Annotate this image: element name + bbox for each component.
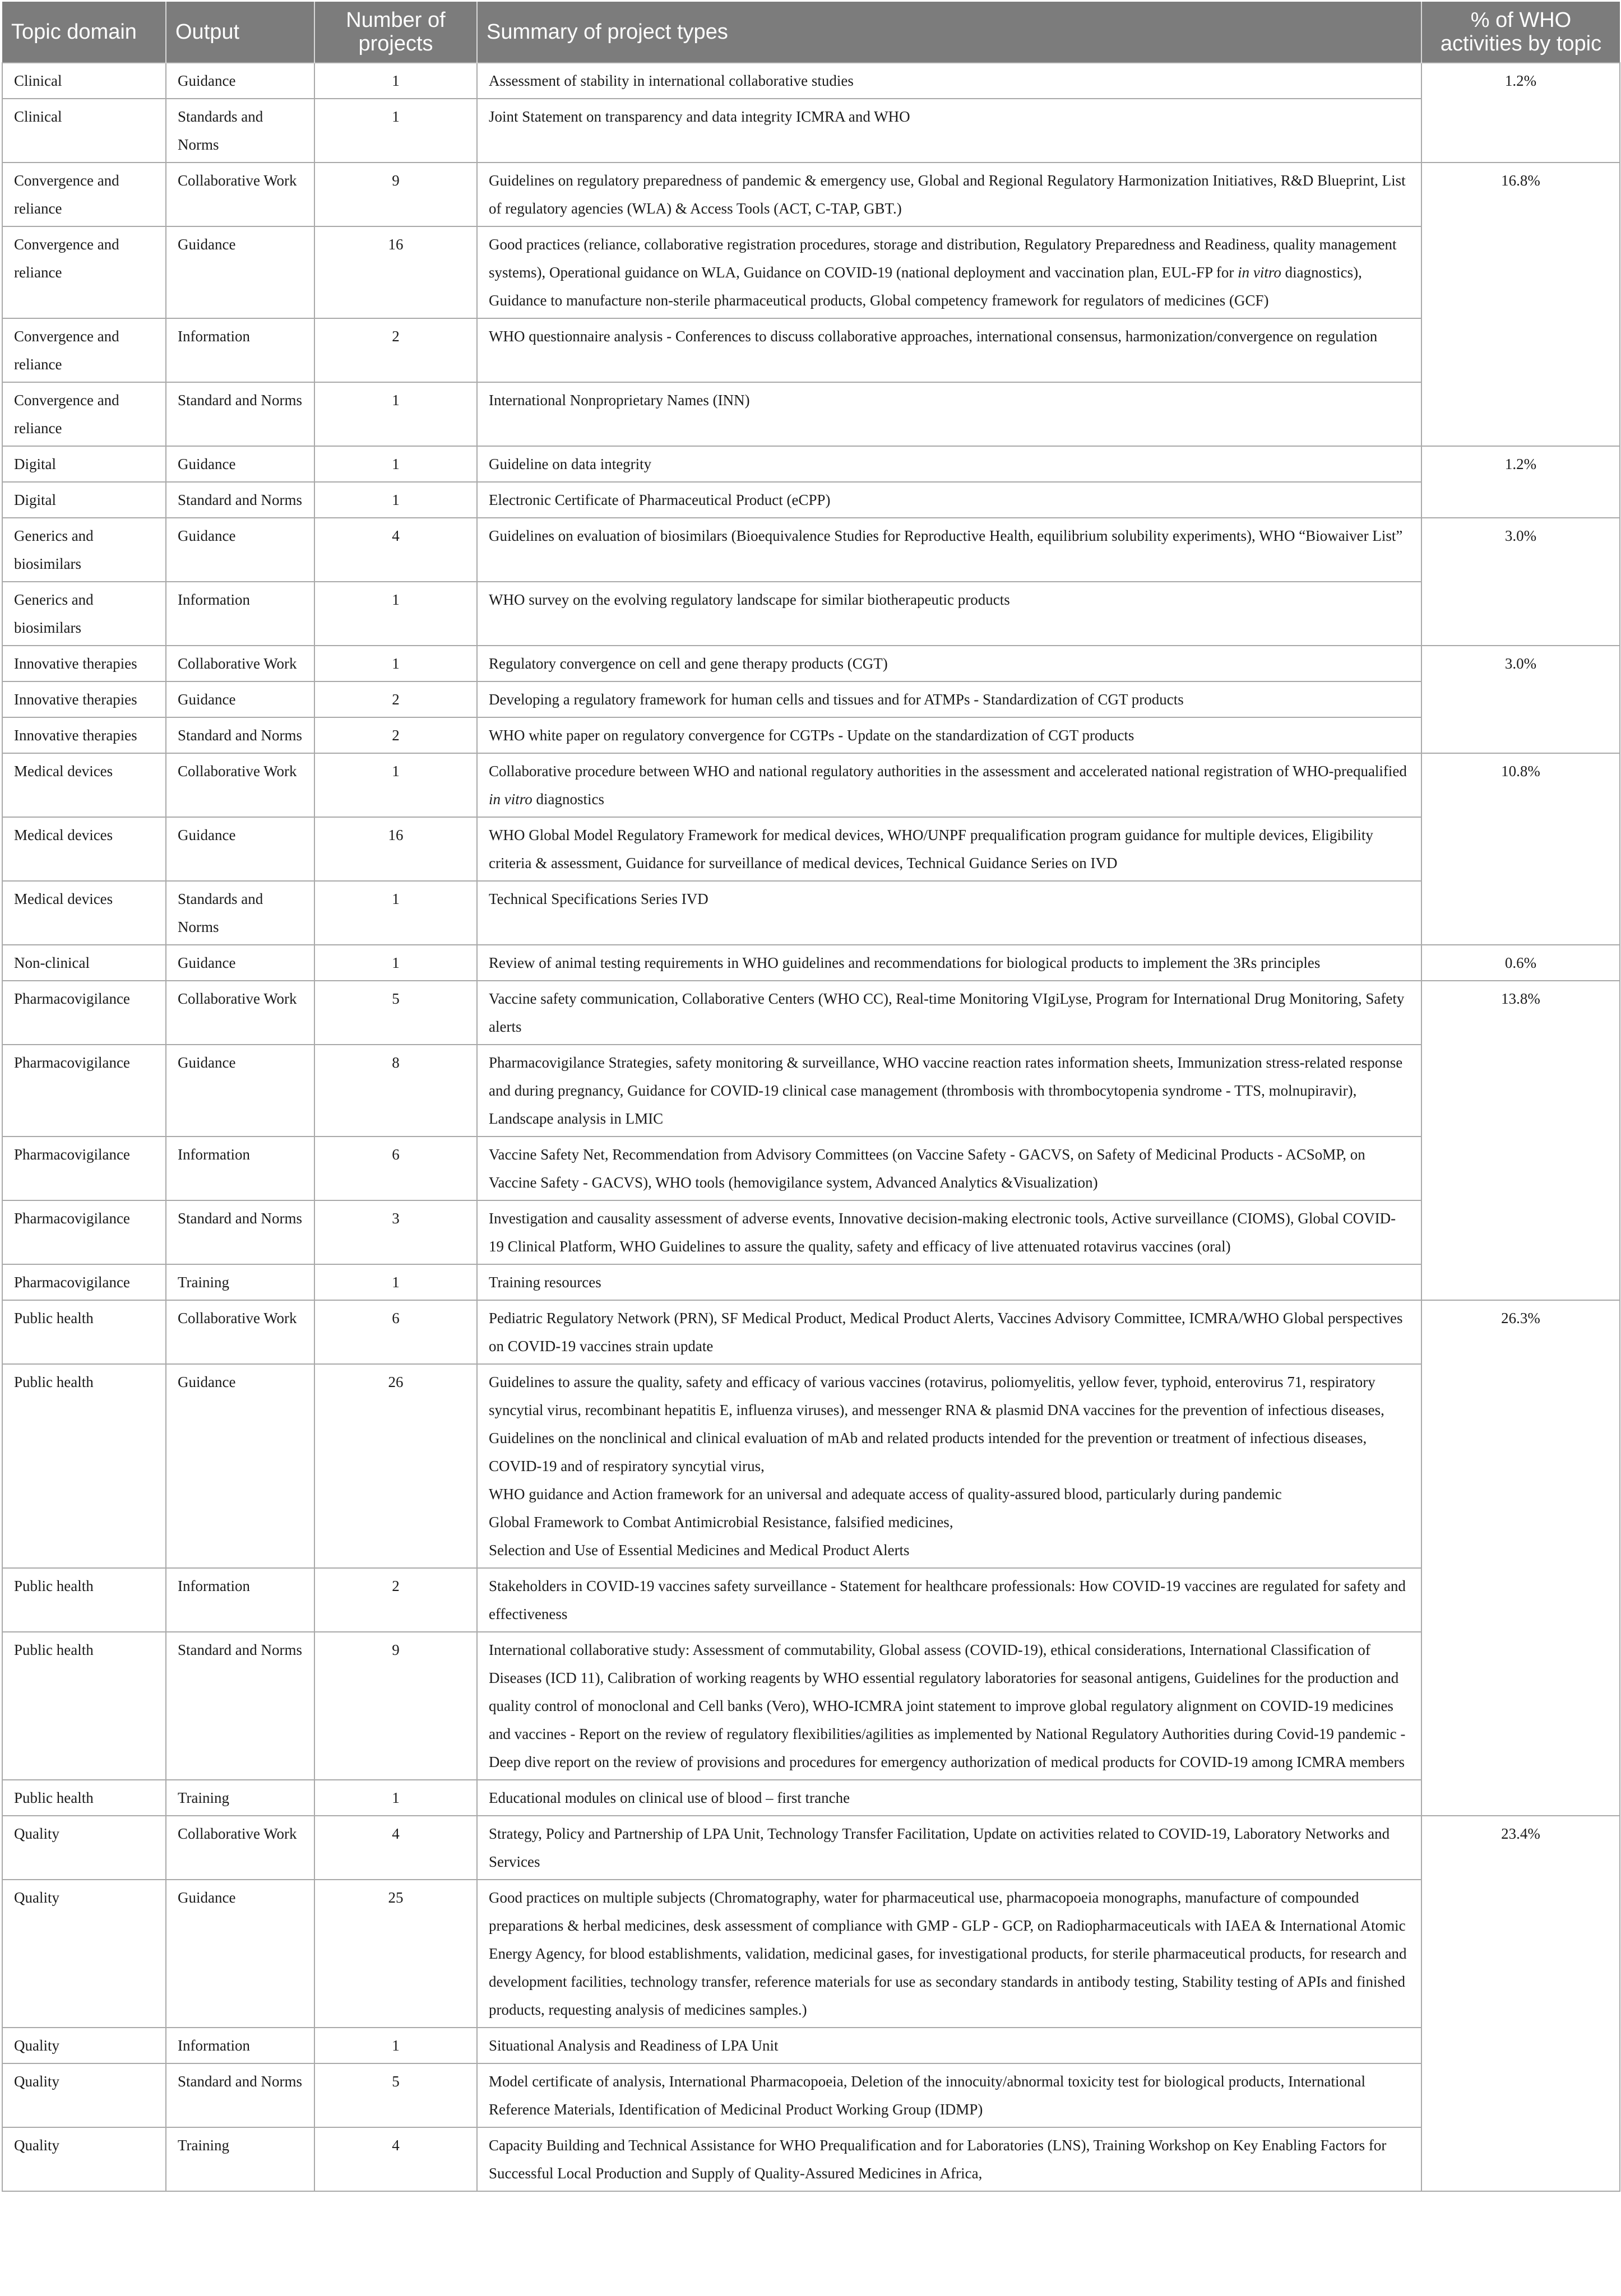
table-row: [2, 318, 1620, 382]
who-projects-table: [2, 2, 1620, 2192]
cell-topic-domain: Quality: [2, 1816, 166, 1880]
cell-summary: Investigation and causality assessment of adverse events, Innovative decision-making electronic tools, Active surveillance (CIOMS), Global COVID-19 Clinical Platform, WHO Guidelines to assure the quality, safety and efficacy of live attenuated rotavirus vaccines (oral): [477, 1200, 1421, 1264]
cell-number-of-projects: 2: [314, 681, 477, 717]
cell-number-of-projects: 2: [314, 318, 477, 382]
cell-percent-activities: 3.0%: [1421, 518, 1620, 646]
cell-output: Standard and Norms: [166, 382, 314, 446]
cell-summary: Model certificate of analysis, International Pharmacopoeia, Deletion of the innocuity/abnormal toxicity test for biological products, International Reference Materials, Identification of Medicinal Product Working Group (IDMP): [477, 2063, 1421, 2127]
cell-number-of-projects: 1: [314, 99, 477, 163]
cell-number-of-projects: 6: [314, 1300, 477, 1364]
table-row: [2, 1264, 1620, 1300]
cell-number-of-projects: 1: [314, 945, 477, 981]
cell-topic-domain: Clinical: [2, 63, 166, 99]
cell-output: Collaborative Work: [166, 1816, 314, 1880]
table-row: [2, 945, 1620, 981]
table-row: [2, 1880, 1620, 2028]
cell-output: Training: [166, 1780, 314, 1816]
cell-output: Standard and Norms: [166, 1632, 314, 1780]
cell-topic-domain: Generics and biosimilars: [2, 582, 166, 646]
cell-number-of-projects: 4: [314, 2127, 477, 2191]
cell-summary: Vaccine Safety Net, Recommendation from Advisory Committees (on Vaccine Safety - GACVS, on Safety of Medicinal Products - ACSoMP, on Vaccine Safety - GACVS), WHO tools (hemovigilance system, Advanced Analytics &Visualization): [477, 1137, 1421, 1200]
cell-output: Collaborative Work: [166, 163, 314, 226]
cell-topic-domain: Pharmacovigilance: [2, 1200, 166, 1264]
header-row: [2, 2, 1620, 63]
cell-topic-domain: Quality: [2, 2127, 166, 2191]
cell-summary: Strategy, Policy and Partnership of LPA Unit, Technology Transfer Facilitation, Update on activities related to COVID-19, Laboratory Networks and Services: [477, 1816, 1421, 1880]
cell-topic-domain: Convergence and reliance: [2, 163, 166, 226]
cell-number-of-projects: 16: [314, 817, 477, 881]
cell-summary: Developing a regulatory framework for human cells and tissues and for ATMPs - Standardization of CGT products: [477, 681, 1421, 717]
table-row: [2, 163, 1620, 226]
cell-summary: International collaborative study: Assessment of commutability, Global assess (COVID-19), ethical considerations, International Classification of Diseases (ICD 11), Calibration of working reagents by WHO essential regulatory laboratories for seasonal antigens, Guidelines for the production and quality control of monoclonal and Cell banks (Vero), WHO-ICMRA joint statement to improve global regulatory alignment on COVID-19 medicines and vaccines - Report on the review of regulatory flexibilities/agilities as implemented by National Regulatory Authorities during Covid-19 pandemic - Deep dive report on the review of provisions and procedures for emergency authorization of medical products for COVID-19 among ICMRA members: [477, 1632, 1421, 1780]
cell-summary: Pharmacovigilance Strategies, safety monitoring & surveillance, WHO vaccine reaction rates information sheets, Immunization stress-related response and during pregnancy, Guidance for COVID-19 clinical case management (thrombosis with thrombocytopenia syndrome - TTS, molnupiravir), Landscape analysis in LMIC: [477, 1045, 1421, 1137]
cell-summary: WHO white paper on regulatory convergence for CGTPs - Update on the standardization of CGT products: [477, 717, 1421, 753]
table-row: [2, 2028, 1620, 2063]
cell-output: Guidance: [166, 817, 314, 881]
cell-summary: Electronic Certificate of Pharmaceutical Product (eCPP): [477, 482, 1421, 518]
summary-italic-text: in vitro: [1238, 264, 1281, 281]
cell-percent-activities: 3.0%: [1421, 646, 1620, 753]
cell-number-of-projects: 3: [314, 1200, 477, 1264]
table-row: [2, 1632, 1620, 1780]
table-row: [2, 63, 1620, 99]
cell-summary: Assessment of stability in international collaborative studies: [477, 63, 1421, 99]
cell-number-of-projects: 25: [314, 1880, 477, 2028]
cell-topic-domain: Quality: [2, 1880, 166, 2028]
cell-output: Guidance: [166, 1045, 314, 1137]
table-row: [2, 382, 1620, 446]
cell-output: Standard and Norms: [166, 482, 314, 518]
cell-summary: Pediatric Regulatory Network (PRN), SF Medical Product, Medical Product Alerts, Vaccines Advisory Committee, ICMRA/WHO Global perspectives on COVID-19 vaccines strain update: [477, 1300, 1421, 1364]
cell-number-of-projects: 1: [314, 582, 477, 646]
cell-topic-domain: Generics and biosimilars: [2, 518, 166, 582]
cell-summary: International Nonproprietary Names (INN): [477, 382, 1421, 446]
cell-output: Collaborative Work: [166, 1300, 314, 1364]
cell-number-of-projects: 16: [314, 226, 477, 318]
cell-summary: Review of animal testing requirements in WHO guidelines and recommendations for biological products to implement the 3Rs principles: [477, 945, 1421, 981]
cell-summary: Situational Analysis and Readiness of LPA Unit: [477, 2028, 1421, 2063]
cell-topic-domain: Public health: [2, 1568, 166, 1632]
cell-topic-domain: Digital: [2, 446, 166, 482]
cell-output: Collaborative Work: [166, 981, 314, 1045]
cell-summary: Vaccine safety communication, Collaborative Centers (WHO CC), Real-time Monitoring VIgiLyse, Program for International Drug Monitoring, Safety alerts: [477, 981, 1421, 1045]
table-row: [2, 881, 1620, 945]
cell-output: Standard and Norms: [166, 1200, 314, 1264]
table-row: [2, 2063, 1620, 2127]
table-row: [2, 681, 1620, 717]
cell-summary: Guideline on data integrity: [477, 446, 1421, 482]
table-row: [2, 1200, 1620, 1264]
cell-topic-domain: Pharmacovigilance: [2, 1264, 166, 1300]
table-row: [2, 1780, 1620, 1816]
cell-topic-domain: Convergence and reliance: [2, 226, 166, 318]
cell-topic-domain: Medical devices: [2, 753, 166, 817]
cell-number-of-projects: 1: [314, 753, 477, 817]
cell-number-of-projects: 1: [314, 482, 477, 518]
table-row: [2, 646, 1620, 681]
header-output: Output: [166, 2, 314, 63]
cell-topic-domain: Public health: [2, 1300, 166, 1364]
cell-output: Guidance: [166, 1880, 314, 2028]
cell-topic-domain: Quality: [2, 2063, 166, 2127]
cell-topic-domain: Convergence and reliance: [2, 318, 166, 382]
table-row: [2, 1045, 1620, 1137]
summary-text: diagnostics: [532, 791, 604, 808]
cell-number-of-projects: 1: [314, 2028, 477, 2063]
header-summary: Summary of project types: [477, 2, 1421, 63]
header-topic-domain: Topic domain: [2, 2, 166, 63]
header-percent-activities: % of WHO activities by topic: [1421, 2, 1620, 63]
cell-output: Standards and Norms: [166, 881, 314, 945]
cell-number-of-projects: 8: [314, 1045, 477, 1137]
table-row: [2, 582, 1620, 646]
table-row: [2, 1364, 1620, 1568]
cell-summary: Stakeholders in COVID-19 vaccines safety surveillance - Statement for healthcare professionals: How COVID-19 vaccines are regulated for safety and effectiveness: [477, 1568, 1421, 1632]
cell-summary: Joint Statement on transparency and data integrity ICMRA and WHO: [477, 99, 1421, 163]
cell-output: Guidance: [166, 1364, 314, 1568]
cell-topic-domain: Public health: [2, 1632, 166, 1780]
table-row: [2, 226, 1620, 318]
table-row: [2, 482, 1620, 518]
cell-output: Information: [166, 1137, 314, 1200]
cell-topic-domain: Clinical: [2, 99, 166, 163]
cell-output: Collaborative Work: [166, 753, 314, 817]
cell-number-of-projects: 2: [314, 1568, 477, 1632]
header-number-of-projects: Number of projects: [314, 2, 477, 63]
cell-topic-domain: Convergence and reliance: [2, 382, 166, 446]
cell-percent-activities: 10.8%: [1421, 753, 1620, 945]
cell-number-of-projects: 1: [314, 1264, 477, 1300]
cell-summary: WHO questionnaire analysis - Conferences to discuss collaborative approaches, international consensus, harmonization/convergence on regulation: [477, 318, 1421, 382]
cell-output: Guidance: [166, 63, 314, 99]
cell-output: Information: [166, 2028, 314, 2063]
cell-summary: Guidelines on evaluation of biosimilars (Bioequivalence Studies for Reproductive Health, equilibrium solubility experiments), WHO “Biowaiver List”: [477, 518, 1421, 582]
cell-summary: [477, 226, 1421, 318]
cell-output: Guidance: [166, 226, 314, 318]
cell-summary: Regulatory convergence on cell and gene therapy products (CGT): [477, 646, 1421, 681]
cell-output: Information: [166, 1568, 314, 1632]
summary-text: Good practices (reliance, collaborative registration procedures, storage and distribution, Regulatory Preparedness and Readiness, quality management systems), Operational guidance on WLA, Guidance on COVID-19 (national deployment and vaccination plan, EUL-FP for: [489, 236, 1397, 281]
table-row: [2, 2127, 1620, 2191]
cell-percent-activities: 23.4%: [1421, 1816, 1620, 2191]
cell-topic-domain: Quality: [2, 2028, 166, 2063]
cell-topic-domain: Pharmacovigilance: [2, 1137, 166, 1200]
cell-output: Guidance: [166, 518, 314, 582]
cell-percent-activities: 1.2%: [1421, 63, 1620, 163]
cell-topic-domain: Public health: [2, 1364, 166, 1568]
cell-topic-domain: Pharmacovigilance: [2, 1045, 166, 1137]
table-row: [2, 981, 1620, 1045]
cell-number-of-projects: 6: [314, 1137, 477, 1200]
cell-output: Guidance: [166, 446, 314, 482]
cell-output: Training: [166, 1264, 314, 1300]
table-body: [2, 63, 1620, 2191]
cell-topic-domain: Innovative therapies: [2, 646, 166, 681]
table-row: [2, 518, 1620, 582]
cell-topic-domain: Non-clinical: [2, 945, 166, 981]
cell-number-of-projects: 5: [314, 981, 477, 1045]
cell-number-of-projects: 4: [314, 1816, 477, 1880]
cell-summary: [477, 753, 1421, 817]
cell-output: Standards and Norms: [166, 99, 314, 163]
cell-topic-domain: Medical devices: [2, 817, 166, 881]
summary-text: diagnostics), Guidance to manufacture non-sterile pharmaceutical products, Global competency framework for regulators of medicines (GCF): [489, 264, 1362, 309]
cell-number-of-projects: 5: [314, 2063, 477, 2127]
cell-percent-activities: 16.8%: [1421, 163, 1620, 446]
cell-output: Information: [166, 318, 314, 382]
cell-number-of-projects: 1: [314, 881, 477, 945]
cell-number-of-projects: 2: [314, 717, 477, 753]
table-row: [2, 817, 1620, 881]
cell-percent-activities: 0.6%: [1421, 945, 1620, 981]
cell-summary: Guidelines on regulatory preparedness of pandemic & emergency use, Global and Regional Regulatory Harmonization Initiatives, R&D Blueprint, List of regulatory agencies (WLA) & Access Tools (ACT, C-TAP, GBT.): [477, 163, 1421, 226]
cell-summary: Good practices on multiple subjects (Chromatography, water for pharmaceutical use, pharmacopoeia monographs, manufacture of compounded preparations & herbal medicines, desk assessment of compliance with GMP - GLP - GCP, on Radiopharmaceuticals with IAEA & International Atomic Energy Agency, for blood establishments, validation, medicinal gases, for investigational products, for sterile pharmaceutical products, for research and development facilities, technology transfer, reference materials for use as secondary standards in antibody testing, Stability testing of APIs and finished products, requesting analysis of medicines samples.): [477, 1880, 1421, 2028]
table-header: [2, 2, 1620, 63]
cell-percent-activities: 1.2%: [1421, 446, 1620, 518]
cell-percent-activities: 26.3%: [1421, 1300, 1620, 1816]
cell-output: Standard and Norms: [166, 717, 314, 753]
summary-text: Collaborative procedure between WHO and national regulatory authorities in the assessment and accelerated national registration of WHO-prequalified: [489, 763, 1407, 780]
cell-number-of-projects: 1: [314, 382, 477, 446]
cell-summary: Educational modules on clinical use of blood – first tranche: [477, 1780, 1421, 1816]
table-row: [2, 753, 1620, 817]
cell-number-of-projects: 9: [314, 1632, 477, 1780]
cell-topic-domain: Innovative therapies: [2, 717, 166, 753]
table-row: [2, 446, 1620, 482]
cell-output: Guidance: [166, 945, 314, 981]
cell-topic-domain: Medical devices: [2, 881, 166, 945]
cell-number-of-projects: 1: [314, 446, 477, 482]
table-row: [2, 1568, 1620, 1632]
cell-summary: Training resources: [477, 1264, 1421, 1300]
cell-summary: Technical Specifications Series IVD: [477, 881, 1421, 945]
summary-italic-text: in vitro: [489, 791, 532, 808]
cell-output: Guidance: [166, 681, 314, 717]
cell-topic-domain: Pharmacovigilance: [2, 981, 166, 1045]
cell-summary: Capacity Building and Technical Assistance for WHO Prequalification and for Laboratories (LNS), Training Workshop on Key Enabling Factors for Successful Local Production and Supply of Quality-Assured Medicines in Africa,: [477, 2127, 1421, 2191]
cell-summary: WHO Global Model Regulatory Framework for medical devices, WHO/UNPF prequalification program guidance for multiple devices, Eligibility criteria & assessment, Guidance for surveillance of medical devices, Technical Guidance Series on IVD: [477, 817, 1421, 881]
cell-output: Standard and Norms: [166, 2063, 314, 2127]
table-row: [2, 1300, 1620, 1364]
table-row: [2, 717, 1620, 753]
cell-summary: WHO survey on the evolving regulatory landscape for similar biotherapeutic products: [477, 582, 1421, 646]
table-row: [2, 1816, 1620, 1880]
table-row: [2, 1137, 1620, 1200]
cell-topic-domain: Innovative therapies: [2, 681, 166, 717]
cell-number-of-projects: 1: [314, 1780, 477, 1816]
cell-number-of-projects: 1: [314, 646, 477, 681]
cell-output: Training: [166, 2127, 314, 2191]
cell-topic-domain: Digital: [2, 482, 166, 518]
table-row: [2, 99, 1620, 163]
cell-percent-activities: 13.8%: [1421, 981, 1620, 1300]
cell-number-of-projects: 4: [314, 518, 477, 582]
cell-number-of-projects: 26: [314, 1364, 477, 1568]
cell-number-of-projects: 9: [314, 163, 477, 226]
cell-number-of-projects: 1: [314, 63, 477, 99]
cell-output: Information: [166, 582, 314, 646]
cell-summary: Guidelines to assure the quality, safety and efficacy of various vaccines (rotavirus, poliomyelitis, yellow fever, typhoid, enterovirus 71, respiratory syncytial virus, recombinant hepatitis E, influenza viruses), and messenger RNA & plasmid DNA vaccines for the prevention of infectious diseases, Guidelines on the nonclinical and clinical evaluation of mAb and related products intended for the prevention or treatment of infectious diseases, COVID-19 and of respiratory syncytial virus, WHO guidance and Action framework for an universal and adequate access of quality-assured blood, particularly during pandemic Global Framework to Combat Antimicrobial Resistance, falsified medicines, Selection and Use of Essential Medicines and Medical Product Alerts: [477, 1364, 1421, 1568]
cell-output: Collaborative Work: [166, 646, 314, 681]
cell-topic-domain: Public health: [2, 1780, 166, 1816]
